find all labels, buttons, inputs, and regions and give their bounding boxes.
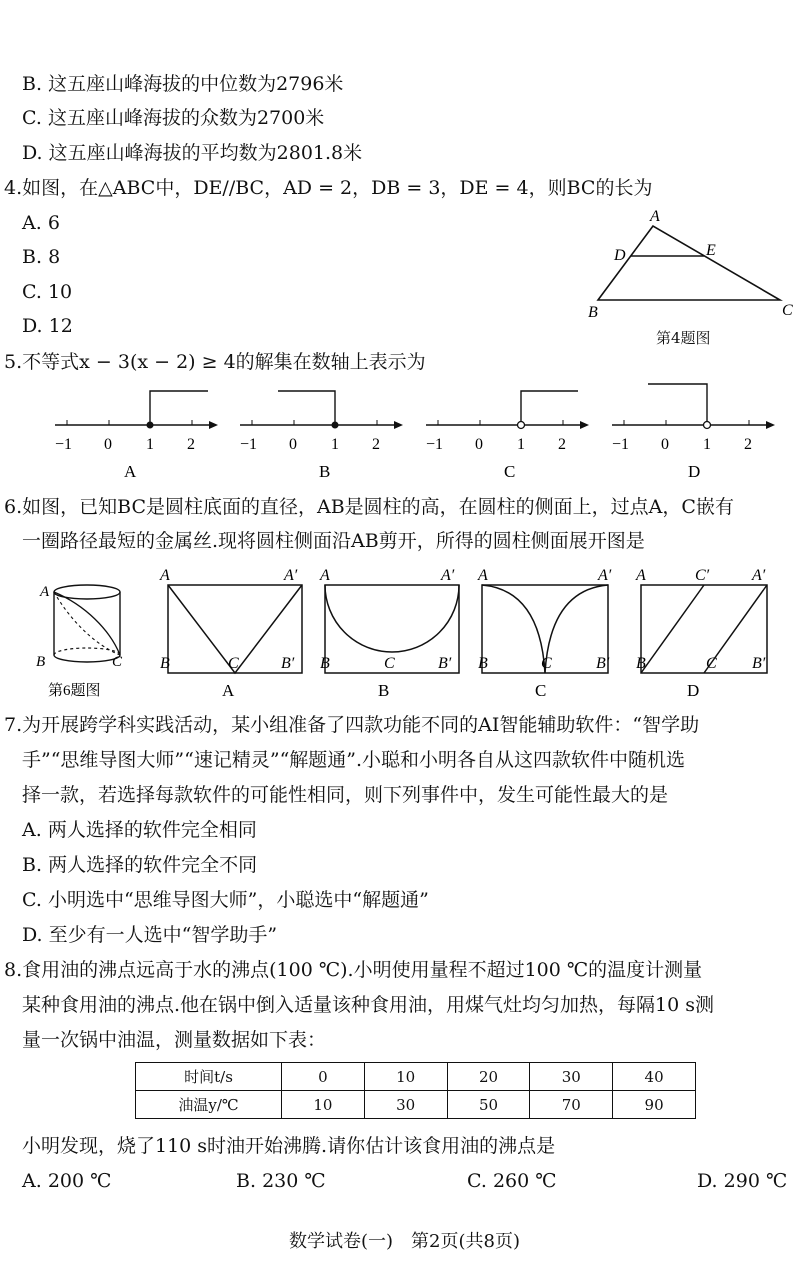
q6-figures [0,560,809,710]
svg-text:0: 0 [661,436,669,453]
svg-text:B′: B′ [281,655,295,672]
q3-option-d: D. 这五座山峰海拔的平均数为2801.8米 [22,142,363,164]
q7-option-b: B. 两人选择的软件完全不同 [22,854,258,876]
q5-choice-d: D [688,462,701,481]
q5-choice-c: C [504,462,516,481]
svg-text:−1: −1 [612,436,630,453]
table-row [136,1091,696,1119]
q4-label-c: C [782,302,793,319]
q7-stem-line1: 7.为开展跨学科实践活动，某小组准备了四款功能不同的AI智能辅助软件：“智学助 [4,714,700,736]
q6-choice-c-figure [477,567,612,673]
table-cell: 30 [364,1091,447,1119]
svg-text:C: C [112,654,123,670]
q6-choice-b: B [378,681,390,700]
svg-text:0: 0 [475,436,483,453]
page-footer: 数学试卷(一) 第2页(共8页) [289,1231,520,1252]
q3-option-c: C. 这五座山峰海拔的众数为2700米 [22,107,325,129]
svg-text:B: B [320,655,330,672]
q6-stem-line1: 6.如图，已知BC是圆柱底面的直径，AB是圆柱的高，在圆柱的侧面上，过点A，C嵌有 [4,496,734,518]
q4-label-b: B [588,304,598,321]
svg-text:A: A [636,567,646,584]
svg-text:B′: B′ [752,655,766,672]
q6-choice-d-figure [635,567,767,673]
q5-numberline-c [426,391,589,481]
q6-choice-c: C [535,681,547,700]
q5-numberline-d [612,384,775,481]
q6-choice-b-figure [319,567,459,673]
q5-choice-b: B [319,462,331,481]
q6-choice-d: D [687,681,700,700]
svg-text:−1: −1 [55,436,73,453]
svg-text:2: 2 [372,436,380,453]
svg-text:0: 0 [104,436,112,453]
table-cell: 90 [613,1091,696,1119]
svg-text:1: 1 [517,436,525,453]
q7-option-d: D. 至少有一人选中“智学助手” [22,924,278,946]
q7-option-c: C. 小明选中“思维导图大师”，小聪选中“解题通” [22,889,429,911]
svg-text:A′: A′ [284,567,298,584]
svg-text:A′: A′ [752,567,766,584]
table-cell: 10 [364,1063,447,1091]
q5-number-lines [0,375,809,485]
table-cell: 20 [447,1063,530,1091]
q8-option-b: B. 230 ℃ [236,1170,326,1192]
svg-text:A′: A′ [598,567,612,584]
svg-text:B: B [36,654,46,670]
q3-option-b: B. 这五座山峰海拔的中位数为2796米 [22,73,344,95]
table-cell: 30 [530,1063,613,1091]
svg-text:B′: B′ [438,655,452,672]
svg-text:A: A [478,567,488,584]
table-cell: 70 [530,1091,613,1119]
q4-label-e: E [706,242,716,259]
q4-stem: 4.如图，在△ABC中，DE//BC，AD = 2，DB = 3，DE = 4，则BC的长为 [4,177,653,199]
q8-data-table [135,1062,696,1119]
q7-option-a: A. 两人选择的软件完全相同 [22,819,257,841]
svg-text:−1: −1 [426,436,444,453]
q4-triangle-figure [580,205,800,335]
q8-option-c: C. 260 ℃ [467,1170,557,1192]
q4-option-a: A. 6 [22,212,60,234]
svg-text:C: C [228,655,239,672]
q6-stem-line2: 一圈路径最短的金属丝.现将圆柱侧面沿AB剪开，所得的圆柱侧面展开图是 [22,530,645,552]
q6-choice-a: A [222,681,235,700]
svg-text:−1: −1 [240,436,258,453]
q5-stem: 5.不等式x − 3(x − 2) ≥ 4的解集在数轴上表示为 [4,351,426,373]
table-cell: 0 [282,1063,365,1091]
svg-text:C: C [384,655,395,672]
q4-figure-caption: 第4题图 [656,329,711,347]
q6-figure-caption: 第6题图 [48,683,101,699]
svg-text:1: 1 [146,436,154,453]
q4-option-c: C. 10 [22,281,73,303]
svg-text:0: 0 [289,436,297,453]
svg-text:1: 1 [331,436,339,453]
q8-stem-line2: 某种食用油的沸点.他在锅中倒入适量该种食用油，用煤气灶均匀加热，每隔10 s测 [22,994,715,1016]
table-row [136,1063,696,1091]
table-header-time: 时间t/s [136,1063,282,1091]
q7-stem-line2: 手”“思维导图大师”“速记精灵”“解题通”.小聪和小明各自从这四款软件中随机选 [22,749,686,771]
svg-text:B′: B′ [596,655,610,672]
table-cell: 10 [282,1091,365,1119]
q8-followup: 小明发现，烧了110 s时油开始沸腾.请你估计该食用油的沸点是 [22,1135,556,1157]
q8-stem-line3: 量一次锅中油温，测量数据如下表： [22,1029,327,1051]
q4-label-a: A [650,208,660,225]
q4-option-b: B. 8 [22,246,61,268]
svg-text:C: C [541,655,552,672]
svg-text:A′: A′ [441,567,455,584]
table-cell: 50 [447,1091,530,1119]
svg-text:2: 2 [558,436,566,453]
q6-cylinder-figure [36,584,123,670]
svg-text:A: A [320,567,330,584]
svg-text:C′: C′ [695,567,710,584]
q5-choice-a: A [124,462,137,481]
svg-text:2: 2 [744,436,752,453]
svg-text:C: C [706,655,717,672]
svg-text:B: B [636,655,646,672]
svg-text:B: B [160,655,170,672]
q6-choice-a-figure [159,567,302,673]
q7-stem-line3: 择一款，若选择每款软件的可能性相同，则下列事件中，发生可能性最大的是 [22,784,669,806]
q5-numberline-a [55,391,218,481]
svg-text:B: B [478,655,488,672]
q8-stem-line1: 8.食用油的沸点远高于水的沸点(100 ℃).小明使用量程不超过100 ℃的温度计测量 [4,959,703,981]
svg-text:A: A [40,584,50,600]
svg-text:2: 2 [187,436,195,453]
q5-numberline-b [240,391,403,481]
svg-text:1: 1 [703,436,711,453]
table-cell: 40 [613,1063,696,1091]
q4-option-d: D. 12 [22,315,73,337]
q4-label-d: D [614,247,626,264]
table-header-temp: 油温y/℃ [136,1091,282,1119]
q8-option-d: D. 290 ℃ [697,1170,788,1192]
q8-option-a: A. 200 ℃ [22,1170,112,1192]
svg-text:A: A [160,567,170,584]
